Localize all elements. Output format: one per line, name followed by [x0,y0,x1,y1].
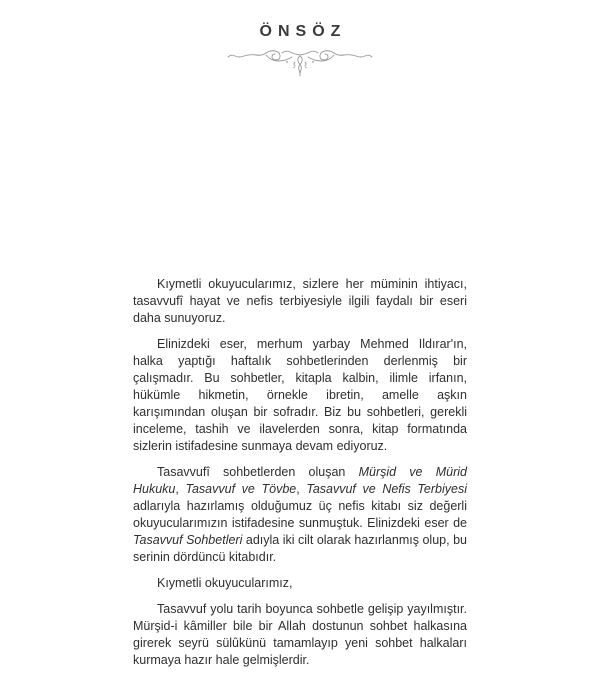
preface-paragraph-1 [133,276,467,327]
page-title: ÖNSÖZ [259,23,347,40]
text-segment: , [296,482,307,496]
preface-paragraph-5 [133,601,467,669]
book-title-italic: Tasavvuf ve Nefis Terbiyesi [306,482,467,496]
text-segment: Tasavvufî sohbetlerden oluşan [157,465,359,479]
text-segment: adıyla iki cilt olarak hazırlanmış olup, bu serinin dördüncü kitabıdır. [133,533,467,564]
book-title-italic: Mürşid ve Mürid Hukuku [133,465,467,496]
preface-paragraph-2 [133,336,467,455]
book-title-italic: Tasavvuf ve Tövbe [185,482,297,496]
preface-text-block [133,276,467,678]
text-segment: Elinizdeki eser, merhum yarbay Mehmed Ildırar'ın, halka yaptığı haftalık sohbetlerinden derlenmiş bir çalışmadır. Bu sohbetler, kitapla kalbin, ilimle irfanın, hükümle hikmetin, örnekle ibretin, amelle aşkın karışımından oluşan bir sofradır. Biz bu sohbetleri, gerekli inceleme, tashih ve ilavelerden sonra, kitap formatında sizlerin istifadesine sunmaya devam ediyoruz. [133,337,467,453]
preface-paragraph-4 [133,575,467,592]
preface-paragraph-3 [133,464,467,566]
text-segment: Kıymetli okuyucularımız, sizlere her müminin ihtiyacı, tasavvufî hayat ve nefis terbiyesiyle ilgili faydalı bir eseri daha sunuyoruz. [133,277,467,325]
text-segment: Tasavvuf yolu tarih boyunca sohbetle gelişip yayılmıştır. Mürşid-i kâmiller bile bir Allah dostunun sohbet halkasına girerek seyrü sülûkünü tamamlayıp yeni sohbet halkaları kurmaya hazır hale gelmişlerdir. [133,602,467,667]
text-segment: , [175,482,186,496]
text-segment: adlarıyla hazırlamış olduğumuz üç nefis kitabı siz değerli okuyucularımızın istifadesine sunmuştuk. Elinizdeki eser de [133,499,467,530]
book-title-italic: Tasavvuf Sohbetleri [133,533,243,547]
ornament-flourish-icon [220,47,380,77]
text-segment: Kıymetli okuyucularımız, [157,576,293,590]
